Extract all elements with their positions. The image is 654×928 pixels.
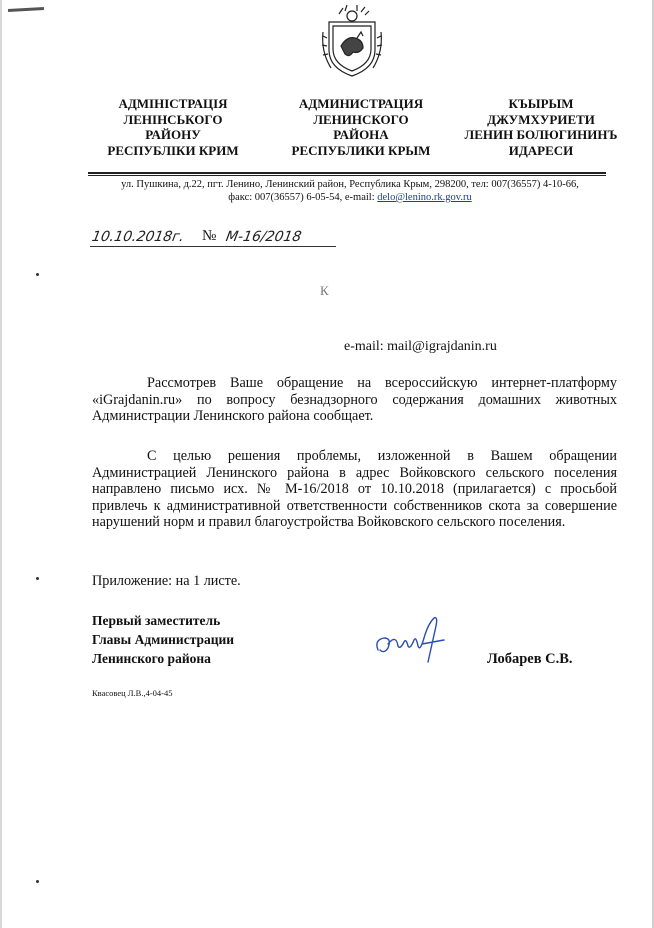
- recipient-email: e-mail: mail@igrajdanin.ru: [344, 339, 497, 354]
- header-divider-thick: [88, 172, 606, 174]
- scan-border-left: [0, 0, 2, 928]
- header-divider-thin: [88, 175, 606, 176]
- contact-email-link[interactable]: delo@lenino.rk.gov.ru: [377, 192, 472, 203]
- body-paragraph-1: Рассмотрев Ваше обращение на всероссийскую интернет-платформу «iGrajdanin.ru» по вопросу безнадзорного содержания домашних животных Администрации Ленинского района сообщает.: [92, 375, 617, 425]
- contact-fax-text: факс: 007(36557) 6-05-54, e-mail:: [228, 192, 378, 203]
- number-label: №: [202, 228, 217, 244]
- contact-fax-line: [90, 191, 610, 204]
- registration-underline: [90, 246, 336, 247]
- recipient-mark: К: [320, 283, 329, 298]
- handwritten-outgoing-number: М-16/2018: [224, 229, 303, 245]
- crimea-emblem-icon: [319, 2, 385, 80]
- contact-address-line: ул. Пушкина, д.22, пгт. Ленино, Ленинский район, Республика Крым, 298200, тел: 007(36557) 4-10-66,: [121, 179, 579, 190]
- header-name-crimean-tatar: КЪЫРЫМ ДЖУМХУРИЕТИ ЛЕНИН БОЛЮГИНИНЪ ИДАРЕСИ: [464, 96, 618, 158]
- header-name-russian: АДМИНИСТРАЦИЯ ЛЕНИНСКОГО РАЙОНА РЕСПУБЛИКИ КРЫМ: [291, 96, 431, 158]
- body-paragraph-2: С целью решения проблемы, изложенной в Вашем обращении Администрацией Ленинского района в адрес Войковского сельского поселения направлено письмо исх. № М-16/2018 от 10.10.2018 (прилагается) с просьбой привлечь к административной ответственности собственников скота за совершение нарушений норм и правил благоустройства Войковского сельского поселения.: [92, 448, 617, 531]
- scan-dust-dot: [36, 577, 39, 580]
- scan-artifact-mark: [8, 7, 44, 12]
- handwritten-date: 10.10.2018г.: [90, 229, 186, 245]
- handwritten-signature: [370, 610, 460, 670]
- contact-details: [90, 178, 610, 204]
- signatory-name: Лобарев С.В.: [487, 651, 573, 667]
- executor-contact: Квасовец Л.В.,4-04-45: [92, 688, 173, 698]
- scan-dust-dot: [36, 880, 39, 883]
- header-name-ukrainian: АДМІНІСТРАЦІЯ ЛЕНІНСЬКОГО РАЙОНУ РЕСПУБЛІКИ КРИМ: [107, 96, 239, 158]
- signatory-title: Первый заместитель Главы Администрации Ленинского района: [92, 613, 235, 666]
- scan-dust-dot: [36, 273, 39, 276]
- attachment-note: Приложение: на 1 листе.: [92, 573, 241, 589]
